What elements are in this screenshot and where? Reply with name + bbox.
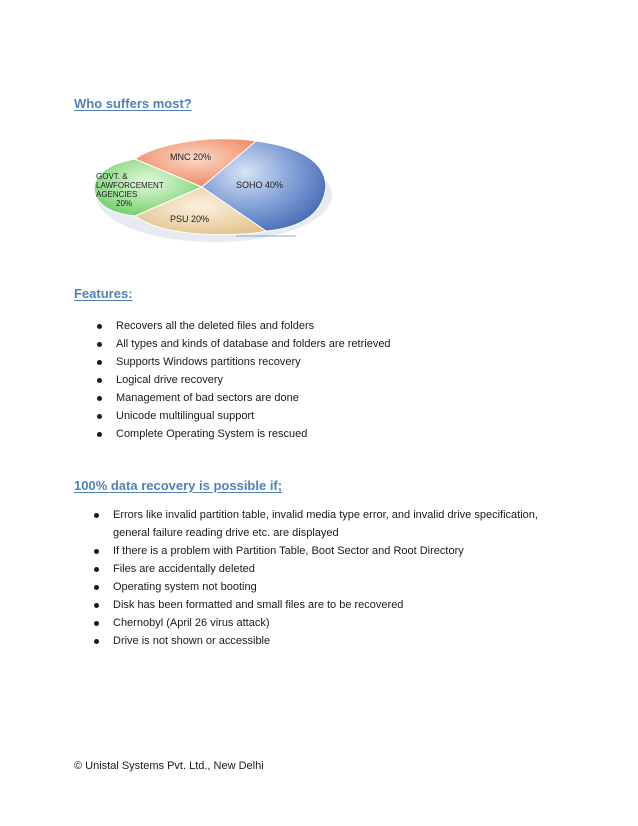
list-item: Complete Operating System is rescued: [97, 425, 517, 443]
list-item: Errors like invalid partition table, invalid media type error, and invalid drive specification, general failure reading drive etc. are displayed: [94, 506, 574, 542]
recovery-heading: 100% data recovery is possible if;: [74, 478, 283, 493]
label-psu: PSU 20%: [170, 214, 210, 224]
list-item: Unicode multilingual support: [97, 407, 517, 425]
list-item: Supports Windows partitions recovery: [97, 353, 517, 371]
label-govt-line2: LAWFORCEMENT: [96, 181, 164, 190]
list-item: Operating system not booting: [94, 578, 574, 596]
features-list: [97, 317, 517, 443]
footer-copyright: © Unistal Systems Pvt. Ltd., New Delhi: [74, 760, 264, 772]
features-heading: Features:: [74, 286, 133, 301]
list-item: Files are accidentally deleted: [94, 560, 574, 578]
label-govt-line1: GOVT. &: [96, 172, 128, 181]
list-item: All types and kinds of database and folders are retrieved: [97, 335, 517, 353]
pie-chart-svg: [86, 136, 334, 244]
list-item: If there is a problem with Partition Table, Boot Sector and Root Directory: [94, 542, 574, 560]
list-item: Drive is not shown or accessible: [94, 632, 574, 650]
recovery-conditions-list: [94, 506, 574, 650]
list-item: Logical drive recovery: [97, 371, 517, 389]
list-item: Chernobyl (April 26 virus attack): [94, 614, 574, 632]
who-suffers-heading: Who suffers most?: [74, 96, 192, 111]
label-soho: SOHO 40%: [236, 180, 284, 190]
list-item: Recovers all the deleted files and folders: [97, 317, 517, 335]
label-mnc: MNC 20%: [170, 152, 212, 162]
label-govt-line3: AGENCIES: [96, 190, 138, 199]
list-item: Management of bad sectors are done: [97, 389, 517, 407]
pie-chart: [86, 136, 334, 244]
list-item: Disk has been formatted and small files are to be recovered: [94, 596, 574, 614]
label-govt-line4: 20%: [116, 199, 133, 208]
